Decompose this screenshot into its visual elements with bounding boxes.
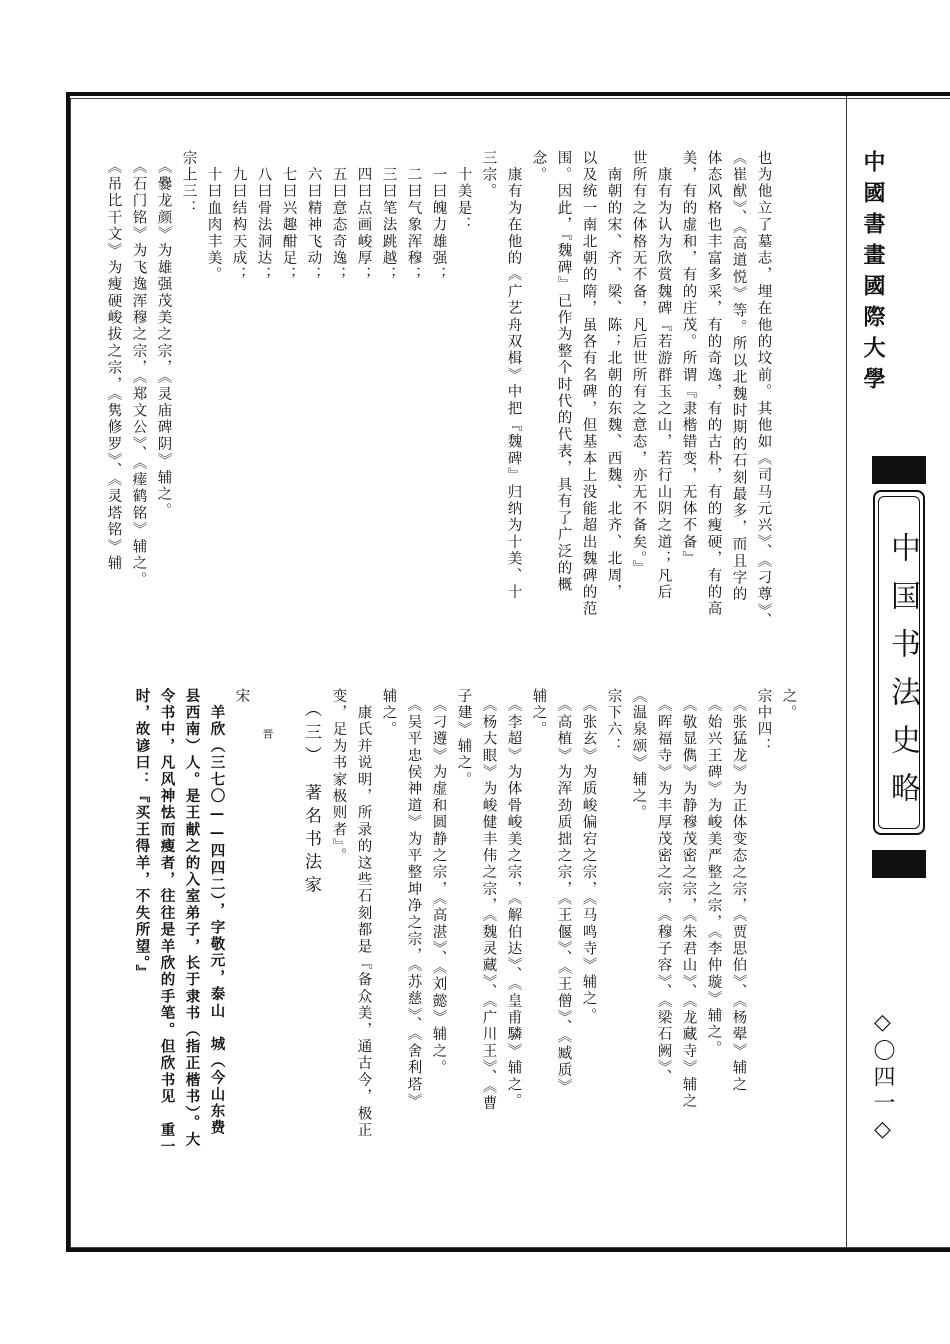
text-column: 《李超》为体骨峻美之宗，《解伯达》、《皇甫驎》辅之。 [505, 688, 522, 1110]
text-column: 康氏并说明，所录的这些石刻都是『备众美，通古今，极正 [355, 688, 372, 1139]
text-column: 宗中四： [755, 688, 772, 755]
text-column: 《崔猷》、《高道悦》等。所以北魏时期的石刻最多，而且字的 [730, 150, 747, 604]
text-column: 《张猛龙》为正体变态之宗，《贾思伯》、《杨翚》辅之 [730, 688, 747, 1094]
text-column: 七曰兴趣酣足； [280, 150, 297, 284]
text-column: 康有为在他的《广艺舟双楫》中把『魏碑』归纳为十美、十 [505, 150, 522, 601]
text-column: 四曰点画峻厚； [355, 150, 372, 284]
text-column: 辅之。 [530, 688, 547, 739]
text-column: 南朝的宋、齐、梁、陈；北朝的东魏、西魏、北齐、北周， [605, 150, 622, 601]
text-column: 时，故谚曰：『买王得羊，不失所望。』 [133, 688, 151, 982]
text-column: 之。 [780, 688, 797, 722]
text-column: 也为他立了墓志，埋在他的坟前。其他如《司马元兴》、《刁尊》、 [755, 150, 772, 630]
page-number: ◇〇四一◇ [870, 1010, 895, 1146]
sidebar-divider [846, 96, 847, 1248]
text-column: 十美是： [455, 150, 472, 234]
text-column: 念。 [530, 150, 547, 184]
title-cap-top [872, 456, 926, 484]
text-column: 《敬显儁》为静穆茂密之宗，《朱君山》、《龙藏寺》辅之 [680, 688, 697, 1110]
section-heading: （三） 著名书法家 [301, 700, 321, 899]
text-column: 令书中，凡风神怯而瘦者，往往是羊欣的手笔。但欣书见 重一 [158, 688, 176, 1156]
text-column: 《爨龙颜》为雄强茂美之宗，《灵庙碑阴》辅之。 [155, 150, 172, 520]
text-column: 八曰骨法洞达； [255, 150, 272, 284]
text-column: 《吴平忠侯神道》为平整坤净之宗，《苏慈》、《舍利塔》 [405, 688, 422, 1110]
text-column: 围。因此，『魏碑』已作为整个时代的代表，具有了广泛的概 [555, 150, 572, 594]
text-column: 以及统一南北朝的隋，虽各有名碑，但基本上没能超出魏碑的范 [580, 150, 597, 618]
text-column: 《杨大眼》为峻健丰伟之宗，《魏灵藏》、《广川王》、《曹 [480, 688, 497, 1113]
text-column: 十曰血肉丰美。 [205, 150, 222, 284]
text-column: 二曰气象浑穆； [405, 150, 422, 284]
text-column: 《晖福寺》为丰厚茂密之宗，《穆子容》、《梁石阙》、 [655, 688, 672, 1086]
book-title: 中国书法史略 [885, 532, 920, 820]
text-column: 体态风格也丰富多采，有的奇逸，有的古朴，有的瘦硬，有的高 [705, 150, 722, 618]
text-column: 宋 [233, 688, 250, 705]
text-column: 三曰笔法跳越； [380, 150, 397, 284]
text-column: 宗上三： [180, 150, 197, 217]
text-column: 子建》辅之。 [455, 688, 472, 789]
text-column: 美，有的虚和，有的庄茂。所谓『隶楷错变，无体不备』 [680, 150, 697, 568]
text-column: 晋 [261, 688, 274, 741]
text-column: 世所有之体格无不备，凡后世所有之意态，亦无不备矣。』 [630, 150, 647, 577]
text-column: 六曰精神飞动； [305, 150, 322, 284]
text-column: 《温泉颂》辅之。 [630, 688, 647, 822]
text-column: 《始兴王碑》为峻美严整之宗，《李仲璇》辅之。 [705, 688, 722, 1058]
text-column: 羊欣（三七〇——四四二），字敬元，泰山 城（今山东费 [208, 688, 226, 1137]
text-column: 《高植》为浑劲质拙之宗，《王偃》、《王僧》、《臧质》 [555, 688, 572, 1096]
text-column: 《张玄》为质峻偏宕之宗，《马鸣寺》辅之。 [580, 688, 597, 1025]
text-column: 《石门铭》为飞逸浑穆之宗，《郑文公》、《瘗鹤铭》辅之。 [130, 150, 147, 589]
text-column: 三宗。 [480, 150, 497, 201]
text-column: 宗下六： [605, 688, 622, 755]
text-column: 五曰意态奇逸； [330, 150, 347, 284]
text-column: 辅之。 [380, 688, 397, 739]
text-column: 九曰结构天成； [230, 150, 247, 284]
text-column: 县西南）人。是王献之的入室弟子，长于隶书（指正楷书）。大 [183, 688, 201, 1149]
text-column: 《吊比干文》为瘦硬峻拔之宗，《隽修罗》、《灵塔铭》辅 [105, 150, 122, 572]
text-column: 一曰魄力雄强； [430, 150, 447, 284]
title-cap-bottom [872, 850, 926, 878]
text-column: 《刁遵》为虚和圆静之宗，《高湛》、《刘懿》辅之。 [430, 688, 447, 1077]
school-name: 中國書畫國際大學 [860, 150, 886, 398]
text-column: 康有为认为欣赏魏碑『若游群玉之山，若行山阴之道；凡后 [655, 150, 672, 601]
text-column: 变，足为书家极则者』。 [330, 688, 347, 865]
